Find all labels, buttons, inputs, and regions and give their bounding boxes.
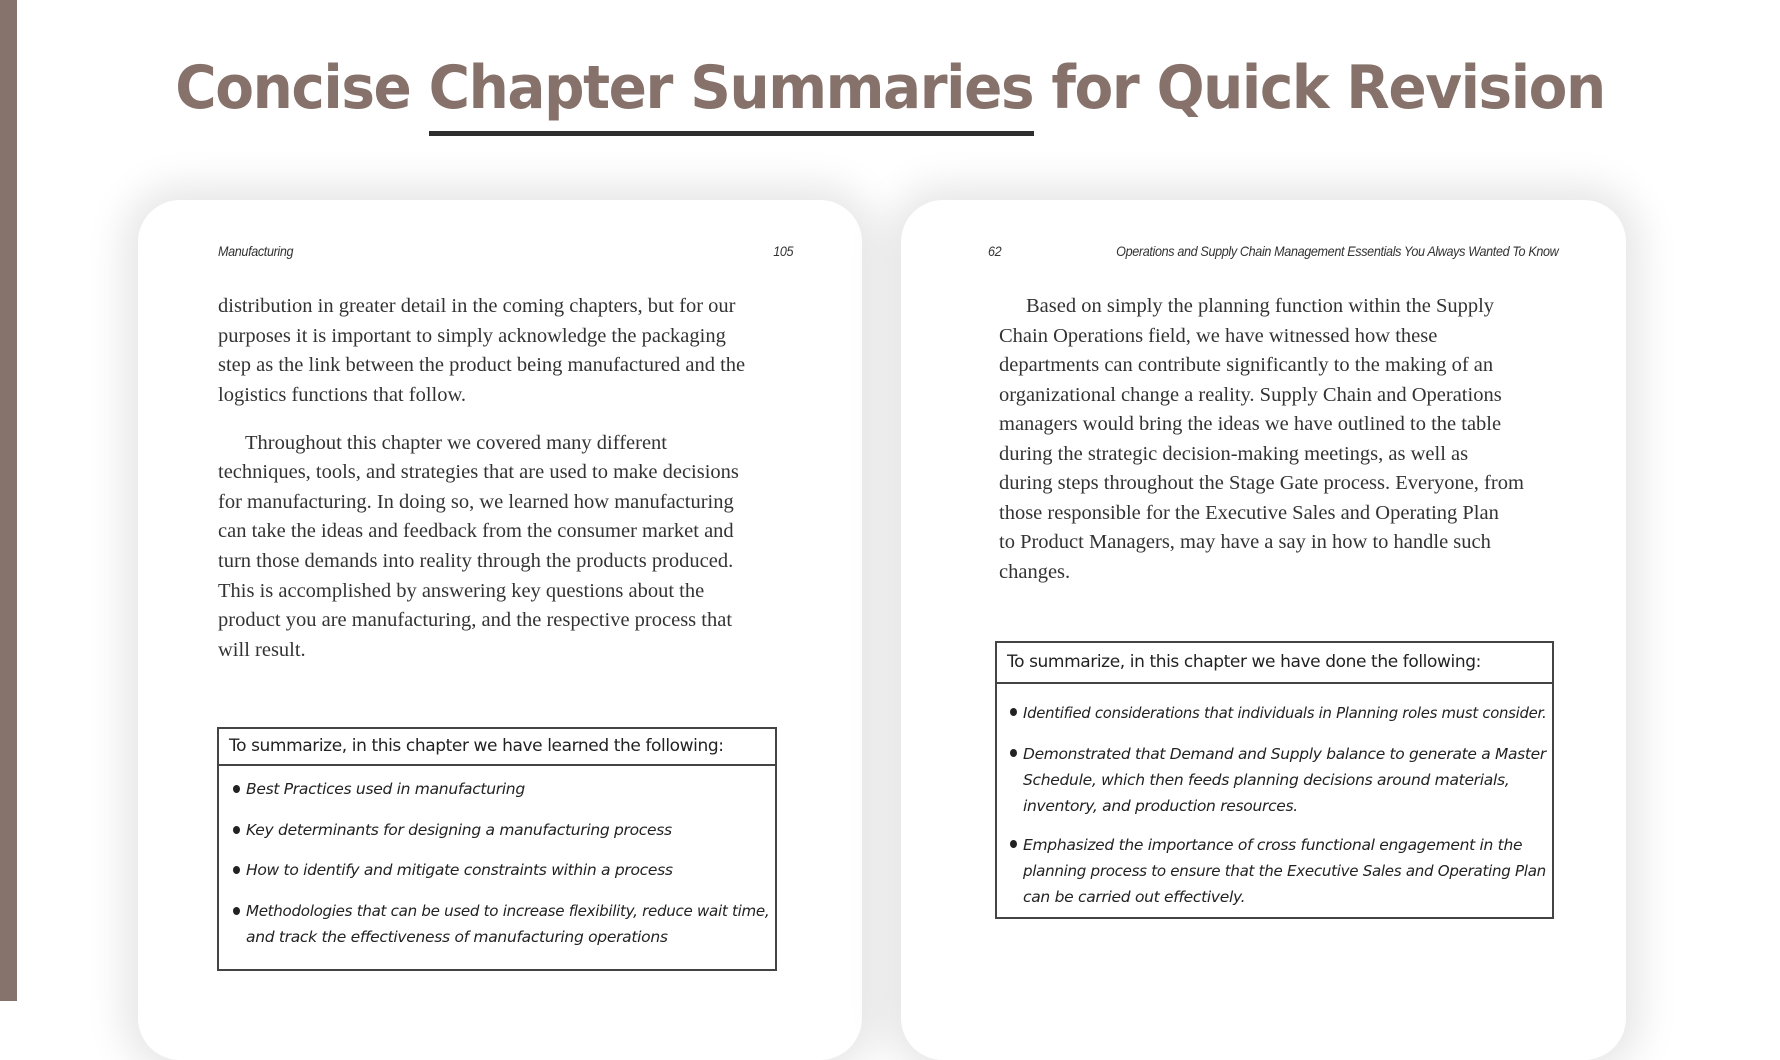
text-line: can take the ideas and feedback from the consumer market and — [218, 520, 734, 542]
summary-bullet: Key determinants for designing a manufacturing process — [246, 821, 672, 839]
title-underlined: Chapter Summaries — [428, 53, 1034, 123]
bullet-icon — [1010, 749, 1017, 757]
bullet-icon — [1010, 708, 1017, 716]
right-summary-box — [995, 641, 1554, 919]
text-line: Throughout this chapter we covered many different — [245, 432, 668, 454]
bullet-icon — [233, 907, 240, 915]
text-line: managers would bring the ideas we have outlined to the table — [999, 413, 1502, 435]
left-running-head: Manufacturing — [218, 243, 294, 259]
left-page-number: 105 — [773, 243, 793, 259]
accent-side-bar — [0, 0, 17, 1001]
summary-bullet-continuation: Schedule, which then feeds planning decisions around materials, — [1023, 771, 1510, 789]
right-page-number: 62 — [988, 243, 1002, 259]
left-summary-heading: To summarize, in this chapter we have learned the following: — [229, 736, 724, 756]
summary-bullet-continuation: planning process to ensure that the Executive Sales and Operating Plan — [1023, 862, 1546, 880]
title-prefix: Concise — [175, 53, 429, 123]
text-line: during the strategic decision-making meetings, as well as — [999, 443, 1469, 465]
summary-bullet: Emphasized the importance of cross functional engagement in the — [1023, 836, 1523, 854]
right-summary-heading: To summarize, in this chapter we have done the following: — [1007, 652, 1481, 672]
text-line: distribution in greater detail in the coming chapters, but for our — [218, 295, 736, 317]
text-line: departments can contribute significantly to the making of an — [999, 354, 1494, 376]
text-line: logistics functions that follow. — [218, 384, 467, 406]
left-summary-heading-row — [219, 729, 775, 766]
text-line: will result. — [218, 639, 306, 661]
text-line: turn those demands into reality through the products produced. — [218, 550, 734, 572]
left-summary-box — [217, 727, 777, 971]
bullet-icon — [233, 866, 240, 874]
text-line: to Product Managers, may have a say in how to handle such — [999, 531, 1491, 553]
text-line: techniques, tools, and strategies that are used to make decisions — [218, 461, 739, 483]
bullet-icon — [233, 785, 240, 793]
summary-bullet-continuation: and track the effectiveness of manufacturing operations — [246, 928, 668, 946]
text-line: Chain Operations field, we have witnessed how these — [999, 325, 1438, 347]
text-line: product you are manufacturing, and the respective process that — [218, 609, 733, 631]
text-line: changes. — [999, 561, 1071, 583]
text-line: during steps throughout the Stage Gate process. Everyone, from — [999, 472, 1524, 494]
text-line: organizational change a reality. Supply Chain and Operations — [999, 384, 1502, 406]
right-running-head: Operations and Supply Chain Management Essentials You Always Wanted To Know — [1115, 243, 1558, 259]
title-suffix: for Quick Revision — [1033, 53, 1605, 123]
summary-bullet: How to identify and mitigate constraints within a process — [246, 861, 673, 879]
summary-bullet-continuation: can be carried out effectively. — [1023, 888, 1246, 906]
summary-bullet: Methodologies that can be used to increase flexibility, reduce wait time, — [246, 902, 770, 920]
summary-bullet: Best Practices used in manufacturing — [246, 780, 525, 798]
bullet-icon — [1010, 840, 1017, 848]
text-line: Based on simply the planning function within the Supply — [1026, 295, 1495, 317]
summary-bullet: Demonstrated that Demand and Supply balance to generate a Master — [1023, 745, 1546, 763]
text-line: those responsible for the Executive Sales and Operating Plan — [999, 502, 1499, 524]
text-line: purposes it is important to simply acknowledge the packaging — [218, 325, 726, 347]
text-line: This is accomplished by answering key questions about the — [218, 580, 705, 602]
summary-bullet-continuation: inventory, and production resources. — [1023, 797, 1298, 815]
text-line: for manufacturing. In doing so, we learned how manufacturing — [218, 491, 734, 513]
page-title — [53, 48, 1728, 128]
summary-bullet: Identified considerations that individuals in Planning roles must consider. — [1023, 704, 1547, 722]
bullet-icon — [233, 826, 240, 834]
right-summary-heading-row — [997, 643, 1552, 684]
text-line: step as the link between the product being manufactured and the — [218, 354, 746, 376]
title-underline — [429, 131, 1034, 136]
